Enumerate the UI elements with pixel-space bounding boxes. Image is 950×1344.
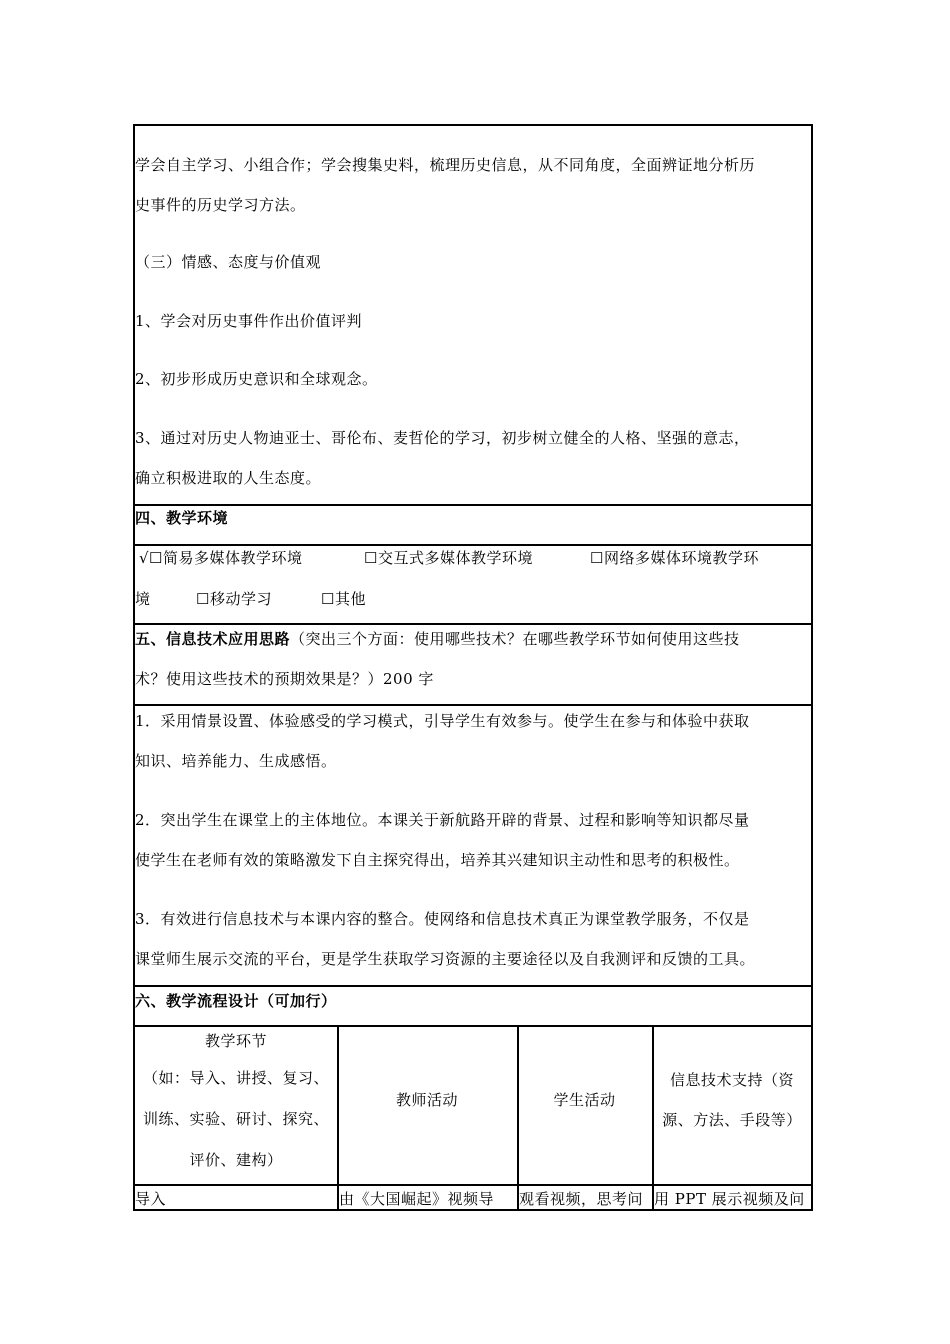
objective-item: 1、学会对历史事件作出价值评判 xyxy=(135,312,363,330)
flow-col-header-stage: （如：导入、讲授、复习、 xyxy=(142,1069,329,1087)
environment-option-cont: 境 xyxy=(135,590,151,608)
it-paragraph: 知识、培养能力、生成感悟。 xyxy=(135,752,337,770)
section-heading-environment: 四、教学环境 xyxy=(135,509,229,527)
heading-note: 术？使用这些技术的预期效果是？）200 字 xyxy=(135,670,434,688)
it-paragraph: 课堂师生展示交流的平台，更是学生获取学习资源的主要途径以及自我测评和反馈的工具。 xyxy=(135,950,756,968)
row-divider xyxy=(135,623,811,625)
flow-cell-teacher: 由《大国崛起》视频导 xyxy=(339,1190,495,1208)
flow-col-header-support: 源、方法、手段等） xyxy=(662,1111,802,1129)
section-heading-it xyxy=(135,629,740,649)
flow-col-header-teacher: 教师活动 xyxy=(395,1091,458,1109)
flow-col-header-student: 学生活动 xyxy=(553,1091,616,1109)
objective-item: 确立积极进取的人生态度。 xyxy=(135,469,322,487)
environment-option[interactable]: √☐简易多媒体教学环境 xyxy=(139,549,303,567)
row-divider xyxy=(135,704,811,706)
row-divider xyxy=(135,544,811,546)
it-paragraph: 使学生在老师有效的策略激发下自主探究得出，培养其兴建知识主动性和思考的积极性。 xyxy=(135,851,740,869)
flow-col-header-stage: 评价、建构） xyxy=(189,1151,283,1169)
environment-option[interactable]: ☐网络多媒体环境教学环 xyxy=(590,549,759,567)
flow-cell-student: 观看视频，思考问 xyxy=(519,1190,644,1208)
objective-text: 史事件的历史学习方法。 xyxy=(135,196,306,214)
column-divider xyxy=(337,1025,339,1211)
flow-col-header-support: 信息技术支持（资 xyxy=(669,1071,794,1089)
flow-col-header-stage: 训练、实验、研讨、探究、 xyxy=(142,1110,329,1128)
row-divider xyxy=(135,504,811,506)
flow-cell-stage: 导入 xyxy=(135,1190,167,1208)
heading-note: （突出三个方面：使用哪些技术？在哪些教学环节如何使用这些技 xyxy=(290,630,740,648)
row-divider xyxy=(135,985,811,987)
environment-option[interactable]: ☐其他 xyxy=(321,590,366,608)
flow-col-header-stage: 教学环节 xyxy=(204,1032,267,1050)
it-paragraph: 3．有效进行信息技术与本课内容的整合。使网络和信息技术真正为课堂教学服务，不仅是 xyxy=(135,910,750,928)
heading-bold: 五、信息技术应用思路 xyxy=(135,630,291,648)
row-divider xyxy=(135,1025,811,1027)
objective-text: 学会自主学习、小组合作；学会搜集史料，梳理历史信息，从不同角度，全面辨证地分析历 xyxy=(135,156,756,174)
environment-option[interactable]: ☐移动学习 xyxy=(196,590,272,608)
objective-item: 3、通过对历史人物迪亚士、哥伦布、麦哲伦的学习，初步树立健全的人格、坚强的意志， xyxy=(135,429,750,447)
environment-option[interactable]: ☐交互式多媒体教学环境 xyxy=(364,549,533,567)
it-paragraph: 2．突出学生在课堂上的主体地位。本课关于新航路开辟的背景、过程和影响等知识都尽量 xyxy=(135,811,750,829)
column-divider xyxy=(517,1025,519,1211)
section-heading-flow: 六、教学流程设计（可加行） xyxy=(135,992,337,1010)
row-divider xyxy=(135,1184,811,1186)
flow-cell-support: 用 PPT 展示视频及问 xyxy=(654,1190,805,1208)
objective-item: 2、初步形成历史意识和全球观念。 xyxy=(135,370,378,388)
section-subtitle: （三）情感、态度与价值观 xyxy=(135,253,322,271)
it-paragraph: 1．采用情景设置、体验感受的学习模式，引导学生有效参与。使学生在参与和体验中获取 xyxy=(135,712,750,730)
